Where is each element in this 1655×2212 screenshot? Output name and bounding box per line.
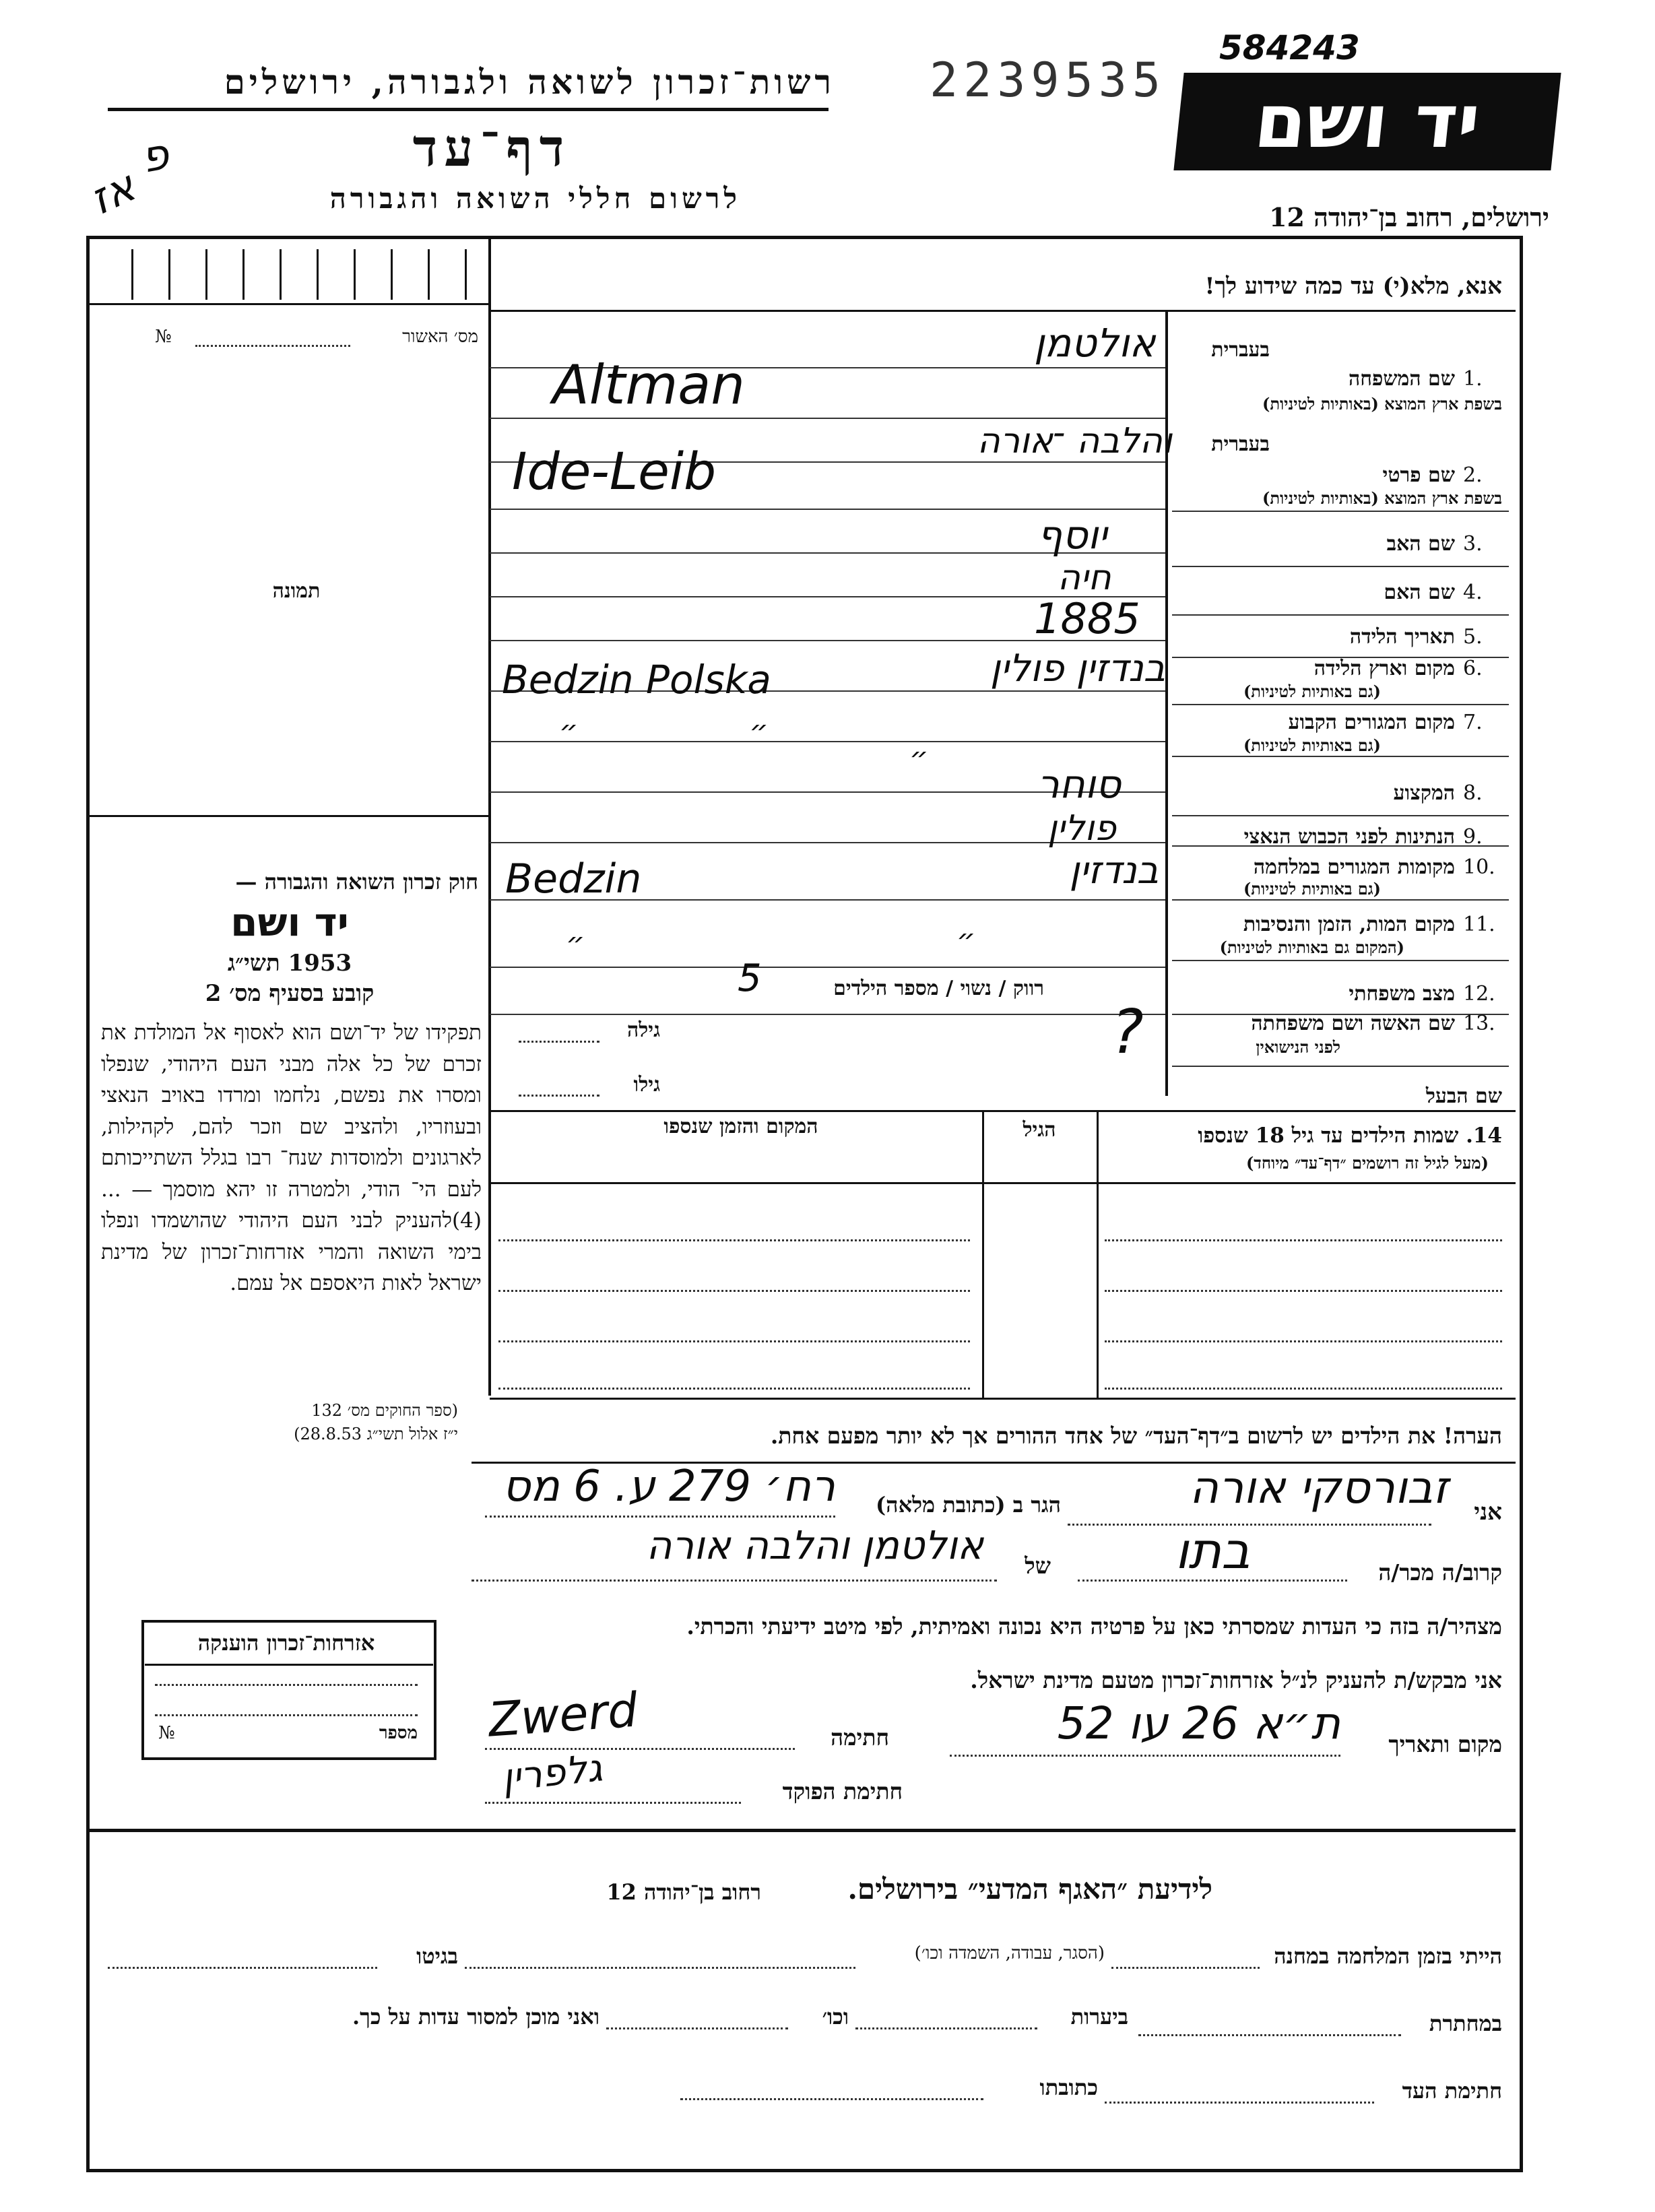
bottom-line2-dots-a (1138, 2034, 1401, 2036)
field-label: שם האשה ושם משפחתה (1251, 1012, 1455, 1035)
tick-box-bottom (88, 303, 490, 305)
bottom-address: רחוב בן־יהודה 12 (606, 1879, 761, 1905)
children-header-line (490, 1182, 1516, 1184)
law-title: חוק זכרון השואה והגבורה — (235, 869, 478, 894)
bottom-line1-dots-b (465, 1967, 855, 1969)
field-sub: (גם באותיות לטיניות) (1243, 736, 1381, 755)
bottom-line2-c: וכו׳ (822, 2004, 849, 2029)
field-label: שם המשפחה (1348, 367, 1455, 391)
authority-underline (108, 108, 829, 111)
bottom-line1-paren: (הסגר, עבודה, השמדה וכו׳) (914, 1943, 1105, 1963)
field-number: 2. (1463, 463, 1483, 487)
law-ref-1: (ספר החוקים מס׳ 132 (311, 1401, 458, 1420)
children-col-1 (982, 1111, 984, 1398)
bottom-line2-b: ביערות (1070, 2004, 1128, 2029)
husband-age-dots (519, 1095, 599, 1097)
hand-hebrew[interactable]: חיה (1058, 558, 1111, 598)
field-label: הנתינות לפני הכבוש הנאצי (1243, 825, 1455, 849)
children-col-2 (1097, 1111, 1099, 1398)
signature-hand[interactable]: Zwerd (486, 1682, 640, 1748)
margin-note-1: פ (137, 129, 173, 183)
hand-hebrew[interactable]: בנדזין (1069, 849, 1159, 892)
officer-hand[interactable]: גלפרין (500, 1746, 605, 1800)
hand-wife-name[interactable]: ? (1111, 997, 1144, 1068)
children-names-header: 14. שמות הילדים עד גיל 18 שנספו (1198, 1124, 1502, 1148)
field-sub: (גם באותיות לטיניות) (1243, 682, 1381, 701)
decl-relative: קרוב/ה מכר/ה (1378, 1559, 1502, 1586)
hand-hebrew[interactable]: והלבה ־אורה (977, 421, 1172, 461)
field-number: 4. (1463, 581, 1483, 604)
place-date-label: מקום ותאריך (1388, 1731, 1502, 1757)
form-subtitle: לרשום חללי השואה והגבורה (329, 182, 741, 215)
hand-hebrew[interactable]: ״ (909, 741, 929, 775)
field-label: המקצוע (1393, 781, 1455, 805)
field-number: 13. (1463, 1012, 1495, 1035)
margin-note-2: אז (82, 161, 143, 226)
header-address: ירושלים, רחוב בן־יהודה 12 (1269, 202, 1549, 232)
law-ref-2: י״ז אלול תשי״ג 28.8.53) (294, 1425, 458, 1443)
decl-deceased-dots (472, 1580, 997, 1582)
bottom-line1-end: בגיטו (416, 1943, 458, 1969)
document-number: 2239535 (930, 53, 1167, 108)
citizenship-no-label: מספר (379, 1723, 418, 1743)
children-names-sub: (מעל לגיל זה רושמים ״דף־עד״ מיוחד) (1245, 1153, 1489, 1173)
tag-hebrew: בעברית (1211, 338, 1270, 362)
field-sub: בשפת ארץ המוצא (באותיות לטיניות) (1262, 488, 1502, 508)
logo-text: יד ושם (1250, 78, 1485, 164)
decl-relation-hand[interactable]: בתו (1175, 1522, 1250, 1580)
officer-dots (485, 1802, 741, 1804)
bottom-line3-dots-a (1105, 2102, 1374, 2104)
hand-hebrew[interactable]: ״ (956, 923, 976, 957)
signature-label: חתימה (831, 1724, 889, 1751)
hand-latin[interactable]: ״ (566, 926, 585, 961)
approval-no: № (155, 327, 172, 347)
bottom-line3-dots-b (680, 2098, 983, 2100)
field-number: 11. (1463, 913, 1495, 936)
field-sub: (המקום גם באותיות לטיניות) (1219, 938, 1404, 957)
photo-label: תמונה (272, 579, 321, 603)
field-sub: (גם באותיות לטיניות) (1243, 879, 1381, 899)
bottom-line1-dots-c (108, 1967, 377, 1969)
place-date-dots (950, 1755, 1340, 1757)
field-number: 8. (1463, 781, 1483, 805)
field-label: מקום המות, הזמן והנסיבות (1243, 913, 1455, 936)
officer-label: חתימת הפוקד (782, 1778, 903, 1804)
decl-resides: הגר ב (כתובת מלאה) (876, 1492, 1061, 1518)
approval-dots (195, 345, 350, 347)
bottom-line1-dots-a (1111, 1967, 1260, 1969)
hand-hebrew[interactable]: פולין (1047, 808, 1116, 849)
bottom-line3-b: כתובתו (1039, 2075, 1098, 2100)
hand-latin[interactable]: ״ ״ (559, 714, 849, 748)
husband-age-label: גילו (633, 1073, 660, 1097)
bottom-section-line (88, 1829, 1516, 1832)
hand-latin[interactable]: Altman (552, 354, 745, 416)
yad-vashem-logo (1173, 73, 1561, 170)
decl-address-dots (485, 1516, 835, 1518)
field-number: 6. (1463, 657, 1483, 680)
field-number: 10. (1463, 855, 1495, 879)
law-logo: יד ושם (230, 899, 349, 945)
decl-request: אני מבקש/ת להעניק לנ״ל אזרחות־זכרון מטעם מדינת ישראל. (970, 1667, 1502, 1693)
hand-hebrew[interactable]: אולטמן (1034, 320, 1156, 366)
note-top-line (490, 1398, 1516, 1400)
citizenship-title: אזרחות־זכרון הוענקה (197, 1630, 375, 1656)
field-label: מקום וארץ הלידה (1313, 657, 1455, 680)
form-intro: אנא, מלא(י) עד כמה שידוע לך! (1204, 273, 1502, 300)
law-text: תפקידו של יד־ושם הוא לאסוף אל המולדת את זכרם של כל אלה מבני העם היהודי, שנפלו ומסרו את נפשם, נלחמו ומרדו באויב הנאצי ובעוזריו, ולהציב שם וזכר להם, לקהילות, לארגונים ולמוסדות שנח־ רבו בגלל השתייכותם לעם הי־ הודי, ולמטרה זו יהא מוסמך — ...(4)להעניק לבני העם היהודי שהושמדו ונפלו בימי השואה והמרי אזרחות־זכרון של מדינת ישראל לאות היאספם אל עמם. (101, 1020, 482, 1295)
children-age-header: הגיל (1023, 1118, 1056, 1142)
field-sub: בשפת ארץ המוצא (באותיות לטיניות) (1262, 394, 1502, 414)
children-place-header: המקום והזמן שנספו (663, 1115, 818, 1138)
bottom-title: לידיעת ״האגף המדעי״ בירושלים. (847, 1873, 1212, 1906)
field-number: 5. (1463, 625, 1483, 649)
hand-latin[interactable]: Bedzin Polska (502, 657, 771, 703)
bottom-line2-d: ואני מוכן למסור עדות על כך. (352, 2004, 599, 2029)
law-year: 1953 תשי״ג (227, 950, 352, 977)
wife-age-label: גילה (626, 1018, 660, 1042)
field-number: 9. (1463, 825, 1483, 849)
field-number: 3. (1463, 532, 1483, 556)
hand-hebrew[interactable]: יוסף (1037, 512, 1107, 558)
bottom-line2-dots-c (606, 2027, 788, 2029)
tag-hebrew: בעברית (1211, 432, 1270, 456)
field-number: 1. (1463, 367, 1483, 391)
citizenship-dots-2 (155, 1714, 418, 1716)
intro-line (490, 310, 1516, 312)
law-clause: קובע בסעיף מס׳ 2 (205, 980, 375, 1007)
field-label: שם פרטי (1382, 463, 1455, 487)
hand-hebrew[interactable]: סוחר (1037, 761, 1122, 807)
bottom-line3-a: חתימת העד (1402, 2078, 1502, 2104)
field-label: מצב משפחתי (1349, 982, 1455, 1006)
field-number: 7. (1463, 711, 1483, 734)
hand-hebrew[interactable]: 1885 (1034, 594, 1140, 643)
bottom-line2-a: במחתרת (1429, 2011, 1502, 2036)
children-note: הערה! את הילדים יש לרשום ב״דף־העד״ של אחד ההורים אך לא יותר מפעם אחת. (770, 1423, 1502, 1449)
citizenship-box-inner (145, 1664, 433, 1666)
bottom-line1-start: הייתי בזמן המלחמה במחנה (1274, 1943, 1502, 1969)
decl-address-hand[interactable]: רח׳ 279 ע. 6 מס (502, 1462, 835, 1511)
hand-latin[interactable]: Bedzin (505, 855, 642, 903)
field-label: שם האב (1386, 532, 1455, 556)
field-sub: לפני הנישואין (1256, 1037, 1340, 1057)
field-number: 12. (1463, 982, 1495, 1006)
authority-line: רשות־זכרון לשואה ולגבורה, ירושלים (224, 62, 835, 102)
approval-label: מס׳ האשור (402, 327, 478, 347)
form-title: דף־עד (412, 118, 571, 178)
hand-latin[interactable]: Ide-Leib (512, 441, 717, 501)
decl-ani: אני (1474, 1499, 1502, 1526)
wife-age-dots (519, 1041, 599, 1043)
citizenship-dots-1 (155, 1684, 418, 1686)
hand-hebrew[interactable]: בנדזין פולין (989, 647, 1165, 690)
signature-dots (485, 1748, 795, 1750)
decl-deceased-hand[interactable]: אולטמן והלבה אורה (646, 1522, 983, 1568)
bottom-line2-dots-b (855, 2027, 1037, 2029)
place-date-hand[interactable]: ת״א 26 עו 52 (1057, 1697, 1340, 1749)
marital-options: רווק / נשוי / מספר הילדים (833, 977, 1044, 1000)
decl-statement: מצהיר/ה בזה כי העדות שמסרתי כאן על פרטיה היא נכונה ואמיתית, לפי מיטב ידיעתי והכרתי. (686, 1613, 1502, 1639)
citizenship-no: № (158, 1723, 175, 1743)
field-label: תאריך הלידה (1349, 625, 1455, 649)
decl-name-hand[interactable]: זבורסקי אורה (1189, 1462, 1448, 1514)
hand-children-count[interactable]: 5 (738, 956, 762, 1000)
husband-label: שם הבעל (1425, 1084, 1502, 1108)
handwritten-number: 584243 (1219, 28, 1360, 67)
field-label: מקומות המגורים במלחמה (1253, 855, 1455, 879)
photo-box-bottom (88, 815, 490, 817)
decl-of: של (1025, 1553, 1051, 1579)
field-label: מקום המגורים הקבוע (1288, 711, 1455, 734)
children-table-top (490, 1110, 1516, 1112)
field-label: שם האם (1384, 581, 1455, 604)
